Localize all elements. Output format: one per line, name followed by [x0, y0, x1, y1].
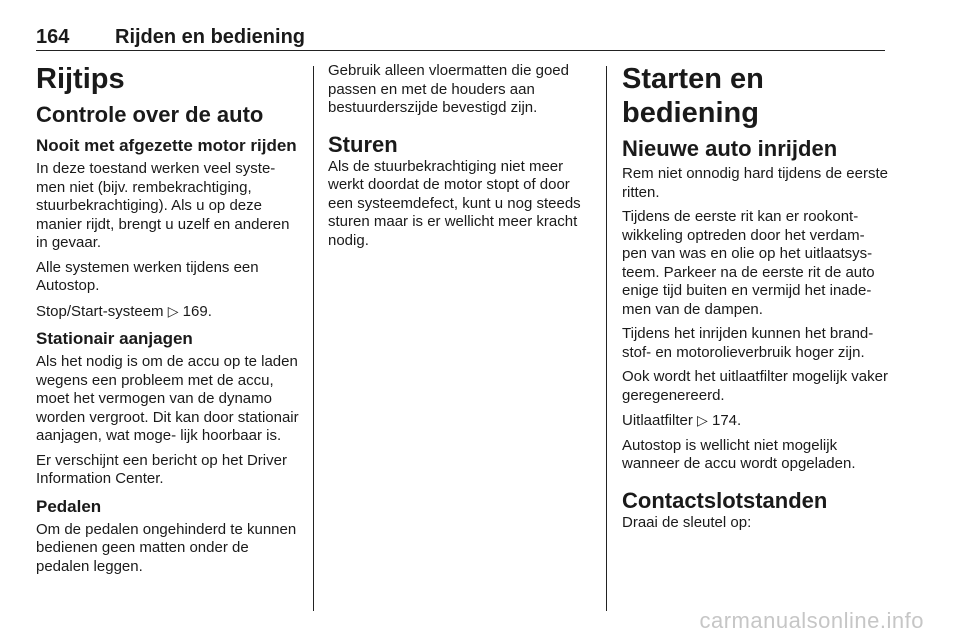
triangle-right-icon: ▷	[697, 412, 708, 428]
watermark: carmanualsonline.info	[699, 608, 924, 633]
running-title: Rijden en bediening	[115, 26, 306, 48]
heading-idle: Stationair aanjagen	[36, 329, 193, 348]
paragraph-filter: Ook wordt het uitlaatfilter mogelijk vaker geregenereerd.	[622, 368, 888, 404]
paragraph-floor-mats: Gebruik alleen vloermatten die goed passen en met de houders aan bestuurderszijde bevestigd zijn.	[328, 62, 569, 116]
paragraph-driver-info-center: Er verschijnt een bericht op het Driver Information Center.	[36, 451, 287, 487]
cross-reference-label: Stop/Start-systeem	[36, 302, 164, 320]
subsection-title-nieuwe-auto: Nieuwe auto inrijden	[622, 136, 838, 161]
paragraph-idle: Als het nodig is om de accu op te laden wegens een probleem met de accu, moet het vermogen van de dynamo worden vergroot. Dit kan door stationair aanjagen, wat moge- lijk hoorbaar is.	[36, 353, 299, 444]
paragraph-key: Draai de sleutel op:	[622, 513, 752, 531]
paragraph-pedals: Om de pedalen ongehinderd te kunnen bedienen geen matten onder de pedalen leggen.	[36, 520, 297, 575]
triangle-right-icon: ▷	[167, 302, 179, 319]
paragraph-steering: Als de stuurbekrachtiging niet meer werkt doordat de motor stopt of door een systeemdefect, kunt u nog steeds sturen maar is er wellicht meer kracht nodig.	[328, 157, 581, 249]
section-title-rijtips: Rijtips	[36, 63, 125, 95]
paragraph-fuel: Tijdens het inrijden kunnen het brand- stof- en motorolieverbruik hoger zijn.	[622, 325, 874, 361]
cross-reference-page: 174.	[711, 412, 742, 429]
column-divider	[606, 66, 607, 611]
paragraph-brakes: Rem niet onnodig hard tijdens de eerste ritten.	[622, 165, 889, 201]
cross-reference-stopstart[interactable]	[36, 302, 302, 322]
paragraph-smoke: Tijdens de eerste rit kan er rookont- wikkeling optreden door het verdam- pen van was en olie op het uitlaatsys- teem. Parkeer na de eerste rit de auto enige tijd buiten en vermijd het inade- men van de dampen.	[622, 208, 875, 318]
cross-reference-exhaust-filter[interactable]	[622, 411, 890, 431]
paragraph-autostop-charge: Autostop is wellicht niet mogelijk wanneer de accu wordt opgeladen.	[622, 436, 856, 472]
paragraph-engine-off: In deze toestand werken veel syste- men niet (bijv. rembekrachtiging, stuurbekrachtiging). Als u op deze manier rijdt, brengt u uzelf en anderen in gevaar.	[36, 160, 290, 251]
heading-ignition: Contactslotstanden	[622, 487, 828, 513]
column-right	[622, 62, 890, 538]
column-middle	[328, 62, 594, 256]
heading-engine-off: Nooit met afgezette motor rijden	[36, 136, 297, 155]
heading-steering: Sturen	[328, 131, 398, 157]
section-title-starten: Starten en bediening	[622, 63, 764, 129]
cross-reference-page: 169.	[182, 302, 212, 320]
column-left	[36, 62, 302, 582]
page-number: 164	[36, 26, 70, 48]
paragraph-autostop: Alle systemen werken tijdens een Autostop.	[36, 258, 259, 294]
column-divider	[313, 66, 314, 611]
subsection-title-controle: Controle over de auto	[36, 102, 264, 127]
cross-reference-label: Uitlaatfilter	[622, 412, 693, 429]
page-header	[36, 26, 885, 51]
heading-pedals: Pedalen	[36, 496, 102, 516]
